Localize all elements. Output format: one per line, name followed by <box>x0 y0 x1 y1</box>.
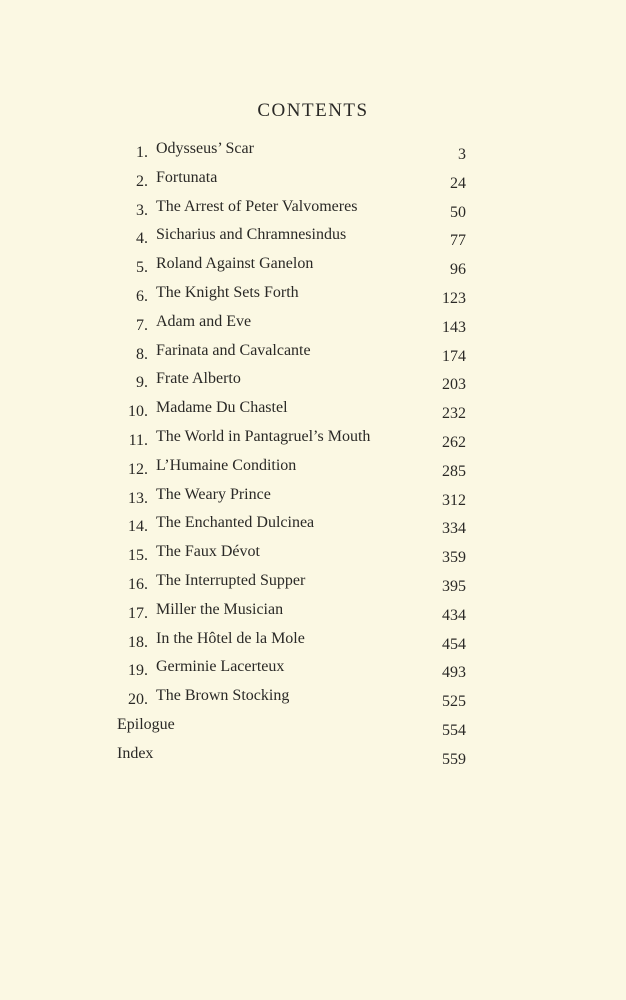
page-number: 143 <box>442 318 466 336</box>
chapter-title: Germinie Lacerteux <box>156 658 285 676</box>
chapter-title: Farinata and Cavalcante <box>156 341 311 359</box>
chapter-number: 9. <box>136 374 148 392</box>
page-number: 3 <box>458 146 466 163</box>
toc-entry <box>0 457 626 485</box>
page-number: 96 <box>450 261 466 279</box>
chapter-number: 10. <box>128 403 148 421</box>
toc-entry <box>0 687 626 715</box>
chapter-number: 13. <box>128 489 148 507</box>
chapter-title: Epilogue <box>117 716 175 733</box>
chapter-title: Odysseus’ Scar <box>156 140 254 157</box>
chapter-number: 11. <box>128 432 148 449</box>
page-number: 395 <box>442 578 466 595</box>
page-number: 525 <box>442 693 466 711</box>
page-number: 50 <box>450 203 466 221</box>
chapter-title: Madame Du Chastel <box>156 399 288 417</box>
toc-entry <box>0 255 626 283</box>
chapter-title: Adam and Eve <box>156 312 252 330</box>
toc-entry <box>0 140 626 168</box>
chapter-number: 19. <box>128 662 148 680</box>
chapter-number: 5. <box>136 259 148 277</box>
chapter-number: 17. <box>128 604 148 622</box>
chapter-title: Roland Against Ganelon <box>156 255 314 273</box>
chapter-title: L’Humaine Condition <box>156 456 297 474</box>
page-number: 24 <box>450 174 466 192</box>
page-number: 232 <box>442 405 466 423</box>
chapter-number: 12. <box>128 460 148 478</box>
page-number: 312 <box>442 491 466 509</box>
chapter-number: 16. <box>128 576 148 593</box>
toc-entry <box>0 601 626 629</box>
page-number: 123 <box>442 290 466 307</box>
toc-entry <box>0 226 626 254</box>
chapter-title: The Enchanted Dulcinea <box>156 514 315 532</box>
page-number: 174 <box>442 347 466 365</box>
toc-entry <box>0 572 626 600</box>
chapter-number: 20. <box>128 691 148 709</box>
toc-entry <box>0 716 626 744</box>
toc-entry <box>0 486 626 514</box>
toc-entry <box>0 745 626 773</box>
chapter-title: The Arrest of Peter Valvomeres <box>156 197 358 215</box>
page-number: 493 <box>442 664 466 682</box>
chapter-title: The Interrupted Supper <box>156 572 306 589</box>
page-number: 285 <box>442 462 466 480</box>
page-title: CONTENTS <box>257 100 369 121</box>
toc-entry <box>0 313 626 341</box>
chapter-title: Miller the Musician <box>156 600 284 618</box>
toc-entry <box>0 169 626 197</box>
toc-entry <box>0 514 626 542</box>
page-number: 554 <box>442 722 466 739</box>
chapter-title: In the Hôtel de la Mole <box>156 629 305 647</box>
chapter-title: Fortunata <box>156 168 218 186</box>
toc-entry <box>0 543 626 571</box>
chapter-title: The Faux Dévot <box>156 543 260 561</box>
toc-entry <box>0 399 626 427</box>
page-number: 77 <box>450 232 466 250</box>
chapter-title: Sicharius and Chramnesindus <box>156 226 347 244</box>
chapter-title: The World in Pantagruel’s Mouth <box>156 428 371 445</box>
chapter-number: 8. <box>136 345 148 363</box>
chapter-number: 18. <box>128 633 148 651</box>
page-number: 262 <box>442 434 466 451</box>
toc-entry <box>0 342 626 370</box>
toc-entry <box>0 658 626 686</box>
chapter-number: 1. <box>136 144 148 161</box>
page-number: 334 <box>442 520 466 538</box>
chapter-number: 3. <box>136 201 148 219</box>
toc-entry <box>0 428 626 456</box>
page-number: 359 <box>442 549 466 567</box>
chapter-number: 2. <box>136 172 148 190</box>
toc-entry <box>0 630 626 658</box>
chapter-title: The Brown Stocking <box>156 687 290 705</box>
chapter-title: Frate Alberto <box>156 370 241 388</box>
chapter-number: 15. <box>128 547 148 565</box>
chapter-number: 6. <box>136 288 148 305</box>
chapter-number: 4. <box>136 230 148 248</box>
chapter-title: The Knight Sets Forth <box>156 284 299 301</box>
page-number: 559 <box>442 750 466 768</box>
page-number: 434 <box>442 606 466 624</box>
chapter-number: 14. <box>128 518 148 536</box>
page-number: 454 <box>442 635 466 653</box>
page-number: 203 <box>442 376 466 394</box>
chapter-number: 7. <box>136 316 148 334</box>
chapter-title: The Weary Prince <box>156 485 271 503</box>
toc-entry <box>0 198 626 226</box>
toc-entry <box>0 370 626 398</box>
chapter-title: Index <box>117 744 154 762</box>
toc-entry <box>0 284 626 312</box>
